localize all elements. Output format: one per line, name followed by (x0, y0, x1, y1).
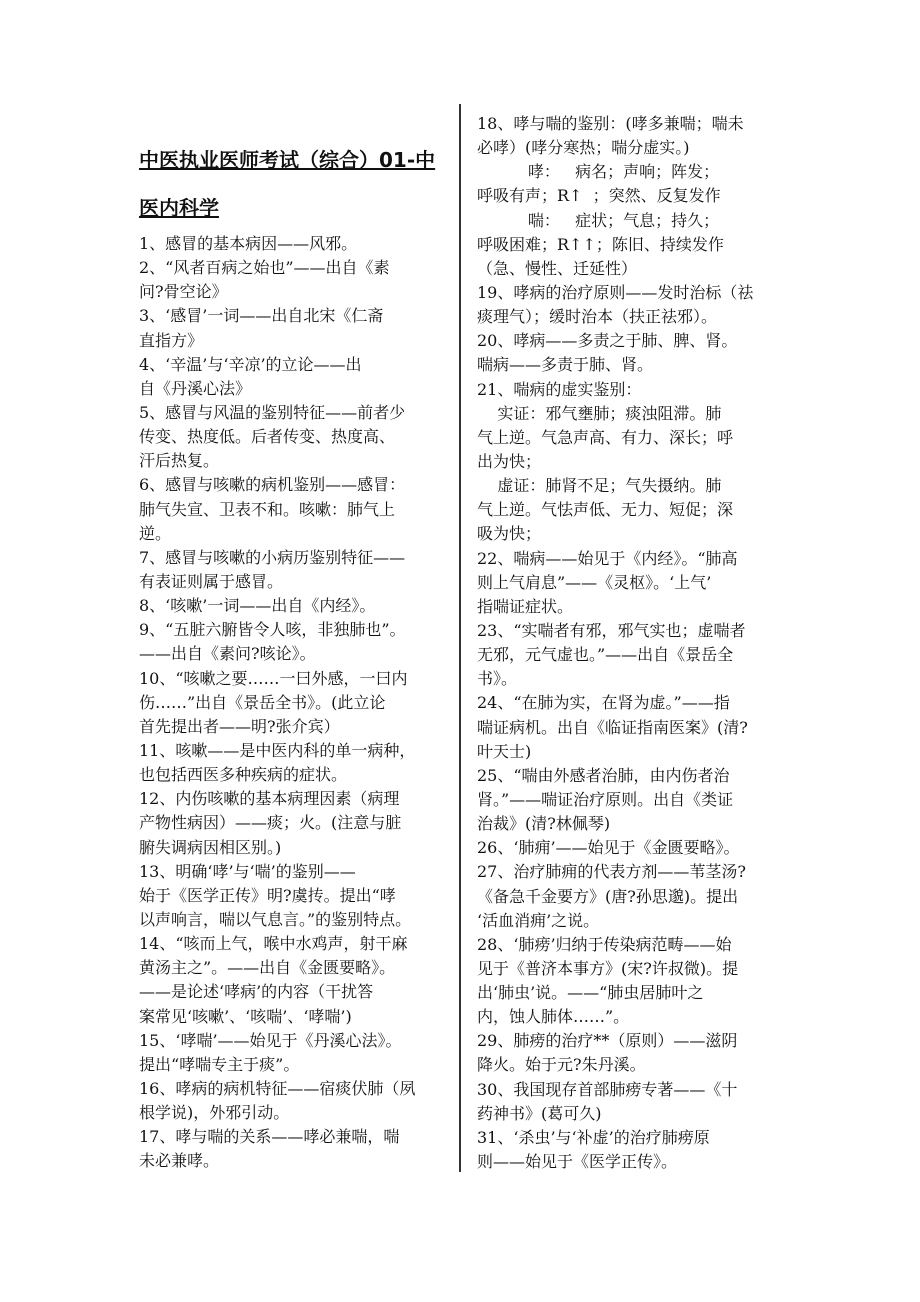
item-text-line: 14、“咳而上气，喉中水鸡声，射干麻 (139, 934, 408, 954)
list-item (477, 1126, 795, 1174)
item-text-line: 始于《医学正传》明?虞抟。提出“哮 (139, 885, 396, 905)
list-item (477, 836, 795, 860)
item-text-line: 则上气肩息”——《灵枢》。‘上气’ (477, 572, 712, 592)
list-item (139, 739, 415, 787)
list-item (477, 619, 795, 691)
list-item (477, 691, 795, 763)
list-item (139, 353, 415, 401)
item-text-line: 治裁》(清?林佩琴) (477, 814, 611, 834)
list-item (139, 304, 415, 352)
item-text-line: 15、‘哮喘’——始见于《丹溪心法》。 (139, 1030, 402, 1050)
item-text-line: 未必兼哮。 (139, 1151, 220, 1171)
item-text-line: 则——始见于《医学正传》。 (477, 1152, 678, 1172)
item-text-line: 汗后热复。 (139, 451, 220, 471)
item-text-line: 喘病——多责于肺、肾。 (477, 355, 654, 375)
item-text-line: 根学说)，外邪引动。 (139, 1103, 290, 1123)
item-text-line: ‘活血消痈’之说。 (477, 910, 600, 930)
item-text-line: 也包括西医多种疾病的症状。 (139, 765, 348, 785)
item-text-line: 7、感冒与咳嗽的小病历鉴别特征—— (139, 547, 406, 567)
item-text-line: 21、喘病的虚实鉴别： (477, 379, 642, 399)
list-item (139, 667, 415, 739)
item-text-line: 药神书》(葛可久) (477, 1103, 602, 1123)
item-text-line: 11、咳嗽——是中医内科的单一病种， (139, 740, 416, 760)
list-item (477, 1029, 795, 1077)
item-text-line: 24、“在肺为实，在肾为虚。”——指 (477, 693, 730, 713)
item-text-line: 以声响言，喘以气息言。”的鉴别特点。 (139, 909, 412, 929)
list-item (477, 112, 795, 281)
item-text-line: 《备急千金要方》(唐?孙思邈)。提出 (477, 886, 739, 906)
item-text-line: 伤……”出自《景岳全书》。(此立论 (139, 692, 386, 712)
left-item-list (139, 232, 415, 1173)
item-text-line: 逆。 (139, 523, 172, 543)
list-item (477, 1078, 795, 1126)
list-item (139, 1029, 415, 1077)
item-text-line: 叶天士) (477, 741, 532, 761)
item-text-line: 27、治疗肺痈的代表方剂——苇茎汤? (477, 862, 746, 882)
item-text-line: 痰理气）；缓时治本（扶正祛邪）。 (477, 307, 718, 327)
item-text-line: 25、“喘由外感者治肺，由内伤者治 (477, 765, 730, 785)
document-title (139, 136, 435, 232)
item-text-line: 10、“咳嗽之要……一曰外感，一曰内 (139, 668, 408, 688)
item-text-line: 自《丹溪心法》 (139, 378, 252, 398)
item-text-line: 22、喘病——始见于《内经》。“肺高 (477, 548, 738, 568)
item-text-line: 内，蚀人肺体……”。 (477, 1007, 630, 1027)
list-item (139, 256, 415, 304)
item-text-line: 出为快； (477, 451, 542, 471)
list-item (139, 546, 415, 594)
item-text-line: 产物性病因）——痰；火。(注意与脏 (139, 813, 402, 833)
list-item (139, 401, 415, 473)
list-item (139, 860, 415, 932)
item-text-line: 9、“五脏六腑皆令人咳，非独肺也”。 (139, 620, 406, 640)
item-text-line: 12、内伤咳嗽的基本病理因素（病理 (139, 789, 400, 809)
item-text-line: 20、哮病——多责之于肺、脾、肾。 (477, 331, 738, 351)
list-item (477, 933, 795, 1030)
list-item (139, 1077, 415, 1125)
item-text-line: 13、明确‘哮’与‘喘’的鉴别—— (139, 861, 356, 881)
item-text-line: 哮： 病名；声响；阵发； (477, 162, 720, 182)
item-text-line: 19、哮病的治疗原则——发时治标（祛 (477, 282, 754, 302)
item-text-line: 6、感冒与咳嗽的病机鉴别——感冒： (139, 475, 406, 495)
item-text-line: 实证：邪气壅肺；痰浊阻滞。肺 (477, 403, 722, 423)
item-text-line: 有表证则属于感冒。 (139, 571, 284, 591)
item-text-line: 呼吸有声；R↑ ；突然、反复发作 (477, 186, 721, 206)
list-item (139, 618, 415, 666)
item-text-line: 见于《普济本事方》(宋?许叔微)。提 (477, 958, 739, 978)
item-text-line: 5、感冒与风温的鉴别特征——前者少 (139, 402, 406, 422)
item-text-line: 31、‘杀虫’与‘补虚’的治疗肺痨原 (477, 1127, 710, 1147)
item-text-line: 气上逆。气怯声低、无力、短促；深 (477, 500, 734, 520)
title-line: 中医执业医师考试（综合）01-中 (139, 148, 436, 172)
list-item (477, 329, 795, 377)
item-text-line: 18、哮与喘的鉴别：(哮多兼喘；喘未 (477, 114, 744, 133)
item-text-line: 必哮）(哮分寒热；喘分虚实。) (477, 138, 690, 158)
list-item (477, 547, 795, 619)
item-text-line: 案常见‘咳嗽’、‘咳喘’、‘哮喘’) (139, 1006, 352, 1026)
list-item (139, 232, 415, 256)
item-text-line: 虚证：肺肾不足；气失摄纳。肺 (477, 476, 722, 496)
item-text-line: 指喘证症状。 (477, 596, 574, 616)
item-text-line: 2、“风者百病之始也”——出自《素 (139, 258, 390, 278)
item-text-line: 26、‘肺痈’——始见于《金匮要略》。 (477, 838, 740, 858)
item-text-line: 呼吸困难；R↑↑；陈旧、持续发作 (477, 234, 724, 254)
list-item (139, 594, 415, 618)
item-text-line: 气上逆。气急声高、有力、深长；呼 (477, 427, 734, 447)
item-text-line: 肾。”——喘证治疗原则。出自《类证 (477, 789, 734, 809)
item-text-line: 首先提出者——明?张介宾） (139, 716, 340, 736)
item-text-line: 书》。 (477, 669, 518, 689)
item-text-line: 16、哮病的病机特征——宿痰伏肺（夙 (139, 1078, 416, 1098)
item-text-line: 直指方》 (139, 330, 204, 350)
item-text-line: 问?骨空论》 (139, 282, 228, 302)
item-text-line: （急、慢性、迁延性） (477, 258, 638, 278)
item-text-line: 23、“实喘者有邪，邪气实也；虚喘者 (477, 620, 746, 640)
item-text-line: 提出“哮喘专主于痰”。 (139, 1054, 300, 1074)
item-text-line: 1、感冒的基本病因——风邪。 (139, 234, 358, 253)
item-text-line: 3、‘感冒’一词——出自北宋《仁斋 (139, 306, 384, 326)
list-item (477, 378, 795, 547)
item-text-line: 28、‘肺痨’归纳于传染病范畴——始 (477, 934, 732, 954)
item-text-line: 肺气失宣、卫表不和。咳嗽：肺气上 (139, 499, 396, 519)
item-text-line: 17、哮与喘的关系——哮必兼喘，喘 (139, 1127, 400, 1147)
item-text-line: 喘证病机。出自《临证指南医案》(清? (477, 717, 748, 737)
list-item (477, 764, 795, 836)
item-text-line: ——出自《素问?咳论》。 (139, 644, 316, 664)
item-text-line: 30、我国现存首部肺痨专著——《十 (477, 1079, 738, 1099)
list-item (139, 787, 415, 859)
list-item (139, 473, 415, 545)
item-text-line: 吸为快； (477, 524, 542, 544)
item-text-line: 喘： 症状；气息；持久； (477, 210, 720, 230)
list-item (139, 932, 415, 1029)
item-text-line: 腑失调病因相区别。) (139, 837, 282, 857)
list-item (477, 860, 795, 932)
item-text-line: 8、‘咳嗽’一词——出自《内经》。 (139, 596, 376, 616)
item-text-line: 无邪，元气虚也。”——出自《景岳全 (477, 645, 734, 665)
item-text-line: 29、肺痨的治疗**（原则）——滋阴 (477, 1031, 738, 1051)
item-text-line: 出‘肺虫’说。——“肺虫居肺叶之 (477, 983, 704, 1003)
right-column (477, 112, 795, 1174)
item-text-line: 传变、热度低。后者传变、热度高、 (139, 427, 396, 447)
item-text-line: 黄汤主之”。——出自《金匮要略》。 (139, 958, 396, 978)
item-text-line: ——是论述‘哮病’的内容（干扰答 (139, 982, 374, 1002)
list-item (477, 281, 795, 329)
item-text-line: 降火。始于元?朱丹溪。 (477, 1055, 646, 1075)
right-item-list (477, 112, 795, 1174)
title-line: 医内科学 (139, 196, 219, 220)
column-divider (459, 104, 461, 1172)
list-item (139, 1125, 415, 1173)
item-text-line: 4、‘辛温’与‘辛凉’的立论——出 (139, 354, 362, 374)
